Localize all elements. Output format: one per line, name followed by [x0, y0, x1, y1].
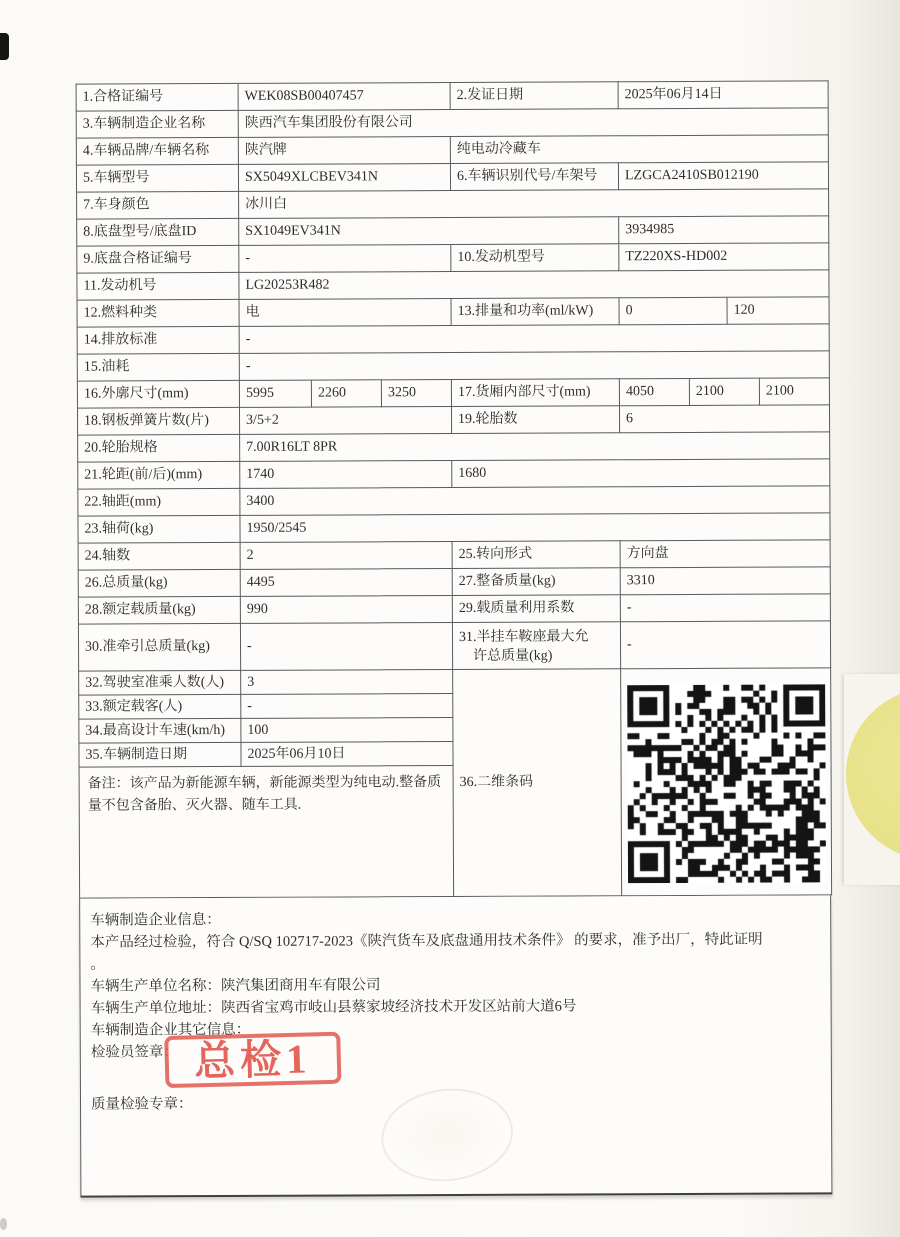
table-cell: 0	[619, 297, 727, 324]
table-cell: 22.轴距(mm)	[78, 488, 240, 516]
manufacturer-info-section	[79, 895, 832, 1197]
table-cell: 4.车辆品牌/车辆名称	[76, 137, 238, 165]
table-cell: 2260	[311, 380, 381, 407]
table-cell: -	[239, 351, 829, 381]
inspector-stamp	[164, 1032, 341, 1088]
table-cell: 3/5+2	[239, 407, 451, 435]
scan-artifact-smudge	[0, 1218, 7, 1230]
scan-artifact-mark	[0, 33, 9, 60]
table-cell: -	[239, 245, 451, 273]
table-cell: 18.钢板弹簧片数(片)	[77, 407, 239, 435]
table-cell: 24.轴数	[78, 542, 240, 570]
table-cell: 5.车辆型号	[76, 164, 238, 192]
quality-seal-label: 质量检验专章：	[90, 1096, 193, 1113]
producer-name: 车辆生产单位名称：陕汽集团商用车有限公司	[90, 977, 381, 995]
table-cell: 19.轮胎数	[451, 406, 619, 434]
table-cell: 100	[241, 718, 453, 743]
table-cell: 3310	[620, 567, 830, 595]
table-cell: 6.车辆识别代号/车架号	[450, 163, 618, 191]
table-cell: LG20253R482	[239, 270, 829, 300]
table-cell: -	[620, 621, 830, 669]
table-cell: 1680	[452, 459, 830, 488]
table-cell: LZGCA2410SB012190	[618, 162, 828, 190]
other-info: 车辆制造企业其它信息：	[90, 1021, 251, 1039]
table-cell: 26.总质量(kg)	[78, 569, 240, 597]
table-cell: 2.发证日期	[450, 82, 618, 110]
table-cell: 17.货厢内部尺寸(mm)	[451, 379, 619, 407]
table-cell: 4050	[619, 378, 689, 405]
table-cell: 8.底盘型号/底盘ID	[77, 218, 239, 246]
table-cell: 3400	[240, 486, 830, 516]
table-cell: 3250	[381, 380, 451, 407]
inspection-statement: 本产品经过检验，符合 Q/SQ 102717-2023《陕汽货车及底盘通用技术条件》 的要求，准予出厂，特此证明	[90, 931, 763, 951]
inspector-sign-label: 检验员签章：	[90, 1044, 178, 1061]
table-cell: -	[240, 623, 452, 671]
table-cell: 7.00R16LT 8PR	[240, 432, 830, 462]
qr-cell	[621, 668, 832, 896]
table-cell: SX5049XLCBEV341N	[238, 164, 450, 192]
table-cell: 3.车辆制造企业名称	[76, 110, 238, 138]
table-cell: 1740	[240, 461, 452, 489]
table-cell: 33.额定载客(人)	[79, 694, 241, 719]
qr-code	[627, 684, 826, 883]
table-cell: 30.准牵引总质量(kg)	[78, 623, 240, 671]
table-cell: 20.轮胎规格	[78, 434, 240, 462]
table-cell: 13.排量和功率(ml/kW)	[451, 298, 619, 326]
table-cell: -	[241, 694, 453, 719]
table-cell: 2100	[759, 378, 829, 405]
table-cell: 25.转向形式	[452, 541, 620, 569]
certificate-table	[76, 80, 833, 898]
table-cell: 4495	[240, 569, 452, 597]
table-cell: 电	[239, 299, 451, 327]
table-cell: 12.燃料种类	[77, 299, 239, 327]
table-cell: -	[620, 594, 830, 622]
table-cell: 方向盘	[620, 540, 830, 568]
qr-label: 36.二维条码	[453, 669, 622, 897]
producer-address: 车辆生产单位地址：陕西省宝鸡市岐山县蔡家坡经济技术开发区站前大道6号	[90, 998, 577, 1017]
table-cell: 32.驾驶室准乘人数(人)	[79, 670, 241, 695]
table-cell: 29.载质量利用系数	[452, 595, 620, 623]
table-cell: 3934985	[619, 216, 829, 244]
certificate-document	[76, 80, 833, 1197]
table-cell: 15.油耗	[77, 353, 239, 381]
stamp-text: 总检1	[193, 1035, 313, 1085]
table-cell: 2025年06月14日	[618, 81, 828, 109]
table-cell: 1950/2545	[240, 513, 830, 543]
table-cell: 陕西汽车集团股份有限公司	[238, 108, 828, 138]
table-cell: 冰川白	[239, 189, 829, 219]
table-cell: 23.轴荷(kg)	[78, 515, 240, 543]
table-cell: 5995	[239, 380, 311, 407]
table-cell: 120	[727, 297, 829, 324]
table-cell: 1.合格证编号	[76, 83, 238, 111]
table-cell: WEK08SB00407457	[238, 83, 450, 111]
table-cell: 14.排放标准	[77, 326, 239, 354]
table-cell: 9.底盘合格证编号	[77, 245, 239, 273]
table-cell: 21.轮距(前/后)(mm)	[78, 461, 240, 489]
remark-cell: 备注：该产品为新能源车辆，新能源类型为纯电动.整备质量不包含备胎、灭火器、随车工具.	[79, 766, 454, 899]
statement-period: 。	[90, 956, 105, 973]
table-cell: 2025年06月10日	[241, 742, 453, 767]
table-cell: 纯电动冷藏车	[450, 135, 828, 164]
table-cell: 27.整备质量(kg)	[452, 568, 620, 596]
table-cell: 990	[240, 596, 452, 624]
table-cell: 11.发动机号	[77, 272, 239, 300]
company-info-title: 车辆制造企业信息：	[90, 912, 221, 929]
table-cell: 35.车辆制造日期	[79, 742, 241, 767]
table-cell: 28.额定载质量(kg)	[78, 596, 240, 624]
table-cell: 31.半挂车鞍座最大允 许总质量(kg)	[452, 622, 620, 670]
table-cell: 7.车身颜色	[77, 191, 239, 219]
table-cell: 2	[240, 542, 452, 570]
table-cell: 16.外廓尺寸(mm)	[77, 380, 239, 408]
table-cell: TZ220XS-HD002	[619, 243, 829, 271]
table-cell: SX1049EV341N	[239, 217, 619, 246]
table-cell: 34.最高设计车速(km/h)	[79, 718, 241, 743]
table-cell: 10.发动机型号	[451, 244, 619, 272]
table-cell: 2100	[689, 378, 759, 405]
table-cell: -	[239, 324, 829, 354]
table-cell: 3	[241, 670, 453, 695]
table-cell: 6	[619, 405, 829, 433]
table-cell: 陕汽牌	[238, 137, 450, 165]
